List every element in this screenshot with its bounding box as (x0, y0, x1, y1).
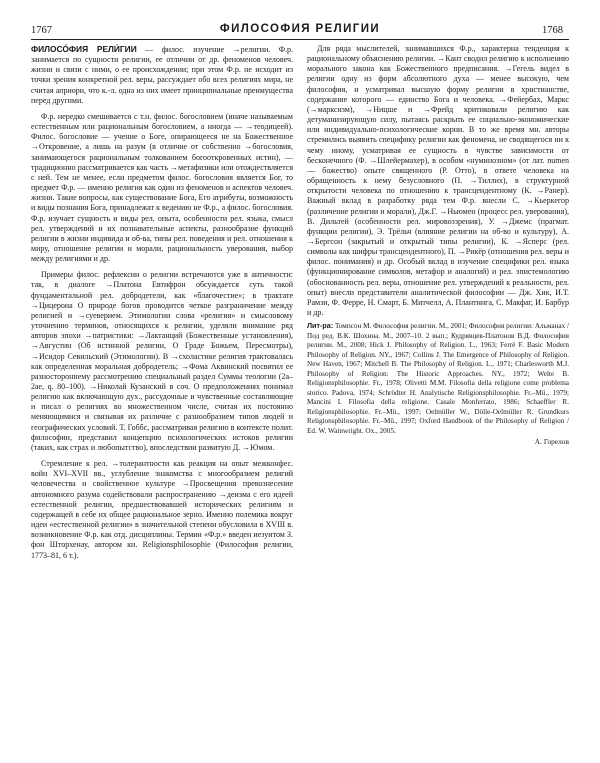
page-number-right: 1768 (542, 25, 563, 36)
header-rule (31, 39, 569, 40)
literature-text: Томпсон М. Философия религии. М., 2001; Философия религии: Альманах / Под ред. В.К. Шохина. М., 2007–10. 2 вып.; Кудрявцев-Платонов В.Д. Философия религии. М., 2008; Hick J. Philosophy of Religion. L., 1963; Ferré F. Basic Modern Philosophy of Religion. NY., 1967; Collins J. The Emergence of Philosophy of Religion. New Haven, 1967; Mitchell B. The Philosophy of Religion. L., 1971; Charlesworth M.J. Philosophy of Religion: The Historic Approaches. NY., 1972; Welte B. Religionsphilosophie. Fr., 1978; Olivetti M.M. Filosofia della religione come problema storico. Padova, 1974; Schrödter H. Analytische Religionsphilosophie. Fr.–Mü., 1979; Mancini I. Filosofia della religione. Casale Monferrato, 1986; Schaeffler R. Religionsphilosophie. Fr.–Mü., 1997; Oelmüller W., Dölle-Oelmüller R. Grundkurs Religionsphilosophie. Fr.–Mü., 1997; Oxford Handbook of the Philosophy of Religion / Ed. W. Wainwright. Ox., 2005. (307, 322, 569, 435)
page-number-left: 1767 (31, 25, 52, 36)
article-author: А. Горелов (534, 437, 569, 447)
paragraph-4: Стремление к рел. →толерантности как реакция на опыт межконфес. войн XVI–XVII вв., углубление знакомства с многообразием религий человечества и свойственное культуре →Просвещения превознесение автономного разума содействовали распространению →деизма с его идеей естественной религии, предшествовавшей исторических религиям и содержащей в себе их общее рациональное зерно. Именно полемика вокруг идеи «естественной религии» в значительной степени обусловила в XVIII в. возникновение Ф.р. как отд. дисциплины. Термин «Ф.р.» введен иезуитом З. фон Шторхенау, автором кн. Religionsphilosophie (Философия религии, 1773–81, 6 т.). (31, 459, 293, 560)
paragraph-2: Ф.р. нередко смешивается с т.н. филос. богословием (иначе называемым естественным или рациональным богословием, а иногда — →теодицеей). Филос. богословие — учение о Боге, опирающееся не на Божественное →Откровение, а лишь на разум (в отличие от собственно →богословия, занимающегося рациональным толкованием богооткровенных истин), — традиционно рассматривается как часть →метафизики или отождествляется с ней. Тем не менее, если предметом филос. богословия является Бог, то предмет Ф.р. — именно религия как один из феноменов и аспектов человеч. жизни. Такие вопросы, как существование Бога, Его атрибуты, возможность и виды познания Бога, принадлежат к ведению не Ф.р., а филос. богословия. Ф.р. изучает сущность и виды рел. опыта, особенности рел. языка, смысл рел. утверждений и их познавательные аспекты, разнообразие функций религии в жизни индивида и об-ва, типы рел. поведения и рел. отношения к миру, отношение религии и морали, рациональность уверования, выбор между религиями и др. (31, 111, 293, 264)
right-column (307, 44, 569, 447)
intro-text: — филос. изучение →религии. Ф.р. занимается по сущности религии, ее отличии от др. феноменов человеч. жизни и связи с ними, о ее происхождении; при этом Ф.р. не исходит из точки зрения конкретной рел. веры, рассуждает обо всех религиях мира, не считая априори, что к.-л. одна из них имеет принципиальные преимущества перед другими. (31, 45, 294, 105)
paragraph-3: Примеры филос. рефлексии о религии встречаются уже в античности: так, в диалоге →Платона Евтифрон обсуждается суть такой фундаментальной рел. добродетели, как «благочестие»; в трактате →Цицерона О природе богов проводится четкое разграничение между религией и →суеверием. Этимологии слова «религия» и смысловому уточнению терминов, относящихся к религии, уделяли внимание ряд авторов эпохи →патристики: →Лактанций (Божественные установления), →Августин (Об истинной религии, О Граде Божьем, Пересмотры), →Исидор Севильский (Этимологии). В →схоластике религия трактовалась как определенная моральная добродетель; →Фома Аквинский посвятил ее разностороннему рассмотрению специальный раздел Суммы теологии (2а–2ае, q. 80–100). →Николай Кузанский в соч. О предположениях понимал религию как включающую дух., рассудочные и чувственные составляющие и писал о религиях во множественном числе, считая их постоянно меняющимися и связывая их различие с разнообразием типов людей и географических условий. Т. Гоббс, рассматривая религию в контексте полит. философии, представил концепцию психологических истоков религии (таких, как страх и любопытство), впоследствии развитую Д. →Юмом. (31, 270, 293, 452)
page-header (0, 0, 600, 40)
left-column (31, 44, 293, 561)
literature-label: Лит-ра: (307, 321, 334, 331)
literature-list (307, 321, 569, 436)
running-title: ФИЛОСОФИЯ РЕЛИГИИ (219, 23, 381, 35)
paragraph-5: Для ряда мыслителей, занимавшихся Ф.р., характерна тенденция к рациональному объяснению религии. →Кант сводил религию к исполнению морального закона как Божественного предписания. →Гегель видел в религии одну из форм абсолютного духа — менее высокую, чем философия, и усматривал высшую форму религии в христианстве, содержание которого — единство Бога и человека. →Фейербах, Маркс (→марксизм), →Ницше и →Фрейд критиковали религию как детуманизирующую силу, пытаясь раскрыть ее социально-экономические или индивидуально-психологические корни. В то же время мн. авторы стремились выявить специфику религии как феномена, не сводящегося ни к чему иному, усматривая ее сущность в чувстве зависимости от бесконечного (Ф. →Шлейермахер), в особом «нуминозном» (от лат. numen — божество) опыте священного (Р. Отто), в ответе человека на обращенность к нему безусловного (П. →Тиллих), в структурной открытости человека по отношению к трансцендентному (К. →Ранер). Важный вклад в разработку ряда тем Ф.р. внесли С. →Кьеркегор (различение религии и морали), Дж.Г. →Ньюмен (процесс рел. уверования), В. Дильтей (особенности рел. мировоззрения), У. →Джемс (прагмат. функции религии), Э. Трёльч (влияние религии на об-во и культуру), А. →Бергсон (закрытый и открытый типы религии), К. →Ясперс (рел. символы как шифры трансцендентного), П. →Рикёр (отношения рел. веры и филос. понимания) и др. Особый вклад в изучение специфики рел. языка (функционирование символов, метафор и аналогий) и рел. эпистемологию (обоснованность рел. веры, отношение рел. утверждений к реальности, рел. опыт) внесли представители аналитической философии — Дж. Хик, И.Т. Рамзи, Ф. Ферре, Н. Смарт, Б. Митчелл, А. Плантинга, С. Макфаг, И. Барбур и др. (307, 44, 569, 318)
article-intro (31, 44, 293, 106)
article-headword: ФИЛОСО́ФИЯ РЕЛИ́ГИИ (31, 44, 137, 54)
